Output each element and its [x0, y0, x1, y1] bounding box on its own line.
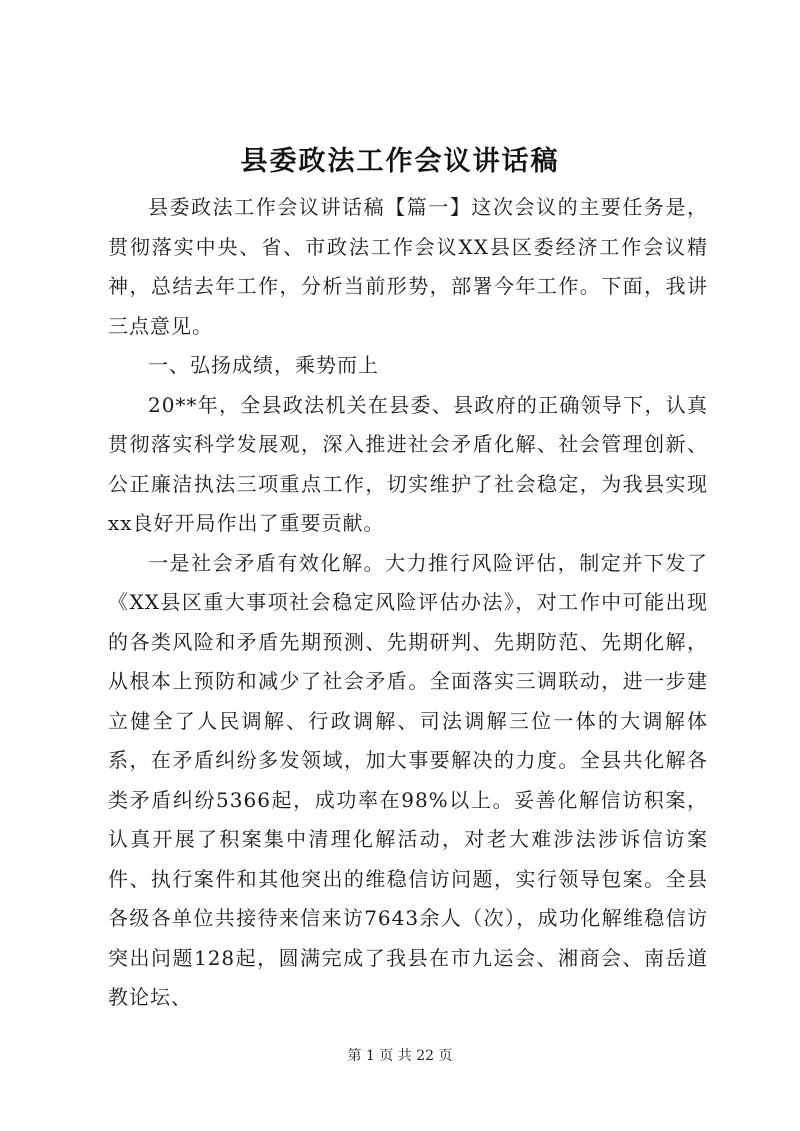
paragraph-intro: 县委政法工作会议讲话稿【篇一】这次会议的主要任务是，贯彻落实中央、省、市政法工作会议XX县区委经济工作会议精神，总结去年工作，分析当前形势，部署今年工作。下面，我讲三点意见。	[108, 195, 708, 338]
page-footer	[0, 1046, 800, 1066]
document-body	[108, 188, 708, 1018]
paragraph-summary: 20**年，全县政法机关在县委、县政府的正确领导下，认真贯彻落实科学发展观，深入推进社会矛盾化解、社会管理创新、公正廉洁执法三项重点工作，切实维护了社会稳定，为我县实现xx良好开局作出了重要贡献。	[108, 392, 708, 535]
section-heading: 一、弘扬成绩，乘势而上	[148, 353, 379, 377]
paragraph-point-one: 一是社会矛盾有效化解。大力推行风险评估，制定并下发了《XX县区重大事项社会稳定风险评估办法》，对工作中可能出现的各类风险和矛盾先期预测、先期研判、先期防范、先期化解，从根本上预防和减少了社会矛盾。全面落实三调联动，进一步建立健全了人民调解、行政调解、司法调解三位一体的大调解体系，在矛盾纠纷多发领域，加大事要解决的力度。全县共化解各类矛盾纠纷5366起，成功率在98%以上。妥善化解信访积案，认真开展了积案集中清理化解活动，对老大难涉法涉诉信访案件、执行案件和其他突出的维稳信访问题，实行领导包案。全县各级各单位共接待来信来访7643余人（次），成功化解维稳信访突出问题128起，圆满完成了我县在市九运会、湘商会、南岳道教论坛、	[108, 550, 708, 1009]
page-number-label: 第 1 页 共 22 页	[347, 1048, 453, 1064]
document-title: 县委政法工作会议讲话稿	[240, 146, 560, 177]
